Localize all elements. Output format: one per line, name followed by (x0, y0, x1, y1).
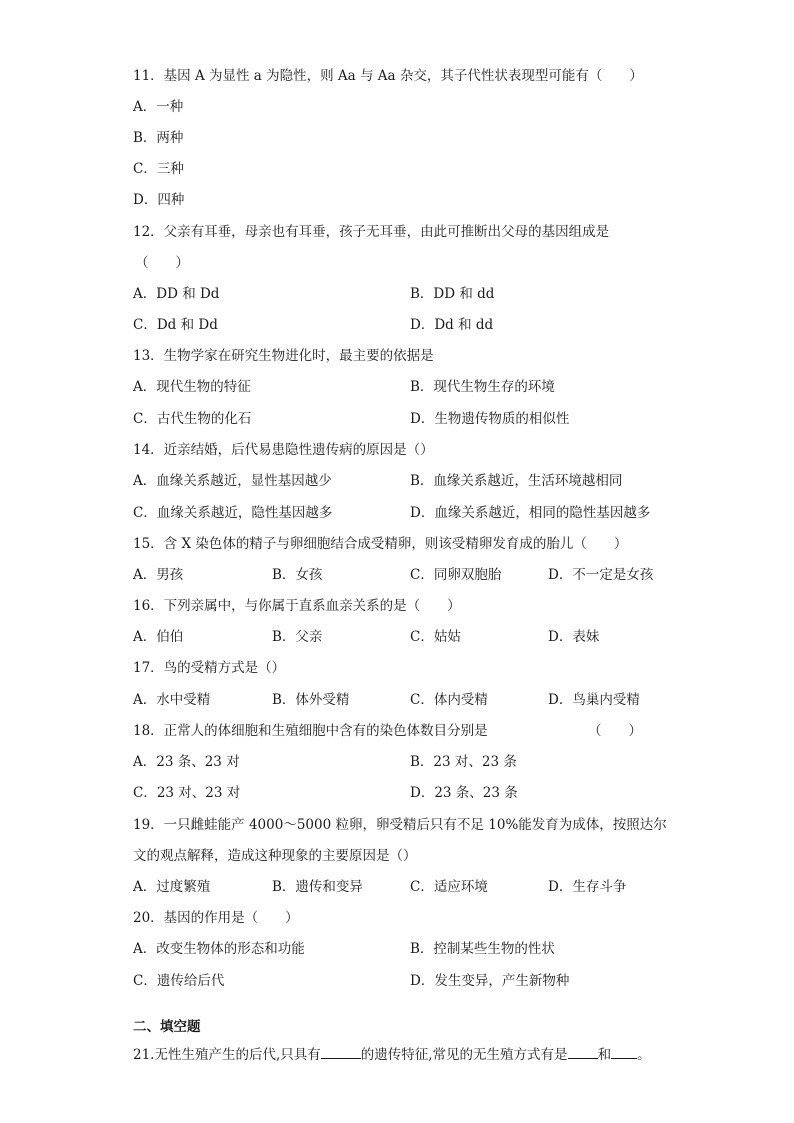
q13-option-d: D．生物遗传物质的相似性 (410, 411, 570, 427)
q11-option-d: D．四种 (133, 192, 185, 208)
q21-stem (133, 1044, 651, 1065)
q21-blank-1[interactable] (321, 1044, 361, 1059)
q11-option-a: A．一种 (133, 99, 184, 115)
q20-option-b: B．控制某些生物的性状 (410, 941, 555, 957)
q15-option-a: A．男孩 (133, 567, 184, 583)
q15-option-c: C．同卵双胞胎 (410, 567, 502, 583)
q11-option-c: C．三种 (133, 161, 184, 177)
q18-option-b: B．23 对、23 条 (410, 754, 517, 770)
q14-option-a: A．血缘关系越近，显性基因越少 (133, 473, 332, 489)
q21-part2: 的遗传特征,常见的无生殖方式有是 (360, 1047, 568, 1063)
q12-option-d: D．Dd 和 dd (410, 317, 494, 333)
q18-option-c: C．23 对、23 对 (133, 785, 241, 801)
q21-blank-2[interactable] (568, 1044, 598, 1059)
q19-option-c: C．适应环境 (410, 879, 488, 895)
q14-option-d: D．血缘关系越近，相同的隐性基因越多 (410, 505, 651, 521)
q18-option-d: D．23 条、23 条 (410, 785, 518, 801)
q20-option-d: D．发生变异，产生新物种 (410, 973, 570, 989)
q16-option-d: D．表妹 (548, 629, 600, 645)
q16-option-a: A．伯伯 (133, 629, 184, 645)
q17-option-b: B．体外受精 (272, 692, 350, 708)
q14-stem: 14．近亲结婚，后代易患隐性遗传病的原因是（） (133, 442, 434, 458)
q12-option-c: C．Dd 和 Dd (133, 317, 218, 333)
q21-blank-3[interactable] (611, 1044, 637, 1059)
q12-stem: 12．父亲有耳垂，母亲也有耳垂，孩子无耳垂，由此可推断出父母的基因组成是 (133, 224, 610, 240)
q14-option-b: B．血缘关系越近，生活环境越相同 (410, 473, 623, 489)
q11-option-b: B．两种 (133, 130, 184, 146)
q18-paren: （ ） (588, 723, 642, 739)
q19-stem-continued: 文的观点解释，造成这种现象的主要原因是（） (133, 848, 417, 864)
q17-stem: 17．鸟的受精方式是（） (133, 660, 286, 676)
q12-paren: （ ） (135, 255, 189, 271)
q13-option-b: B．现代生物生存的环境 (410, 379, 555, 395)
q15-option-b: B．女孩 (272, 567, 323, 583)
q17-option-d: D．鸟巢内受精 (548, 692, 640, 708)
q16-option-b: B．父亲 (272, 629, 323, 645)
q19-option-a: A．过度繁殖 (133, 879, 211, 895)
q18-stem: 18．正常人的体细胞和生殖细胞中含有的染色体数目分别是 (133, 723, 488, 739)
q13-stem: 13．生物学家在研究生物进化时，最主要的依据是 (133, 348, 434, 364)
q21-part3: 和 (597, 1047, 612, 1063)
q21-part1: 21.无性生殖产生的后代,只具有 (133, 1047, 321, 1063)
q15-stem: 15．含 X 染色体的精子与卵细胞结合成受精卵，则该受精卵发育成的胎儿（ ） (133, 536, 628, 552)
q14-option-c: C．血缘关系越近，隐性基因越多 (133, 505, 333, 521)
q21-part4: 。 (637, 1047, 651, 1063)
q15-option-d: D．不一定是女孩 (548, 567, 654, 583)
q19-option-d: D．生存斗争 (548, 879, 627, 895)
q13-option-c: C．古代生物的化石 (133, 411, 252, 427)
q19-stem: 19．一只雌蛙能产 4000～5000 粒卵，卵受精后只有不足 10%能发育为成体，按照达尔 (133, 817, 667, 833)
section-title-fill-in: 二、填空题 (133, 1019, 201, 1035)
q16-stem: 16．下列亲属中，与你属于直系血亲关系的是（ ） (133, 598, 461, 614)
q16-option-c: C．姑姑 (410, 629, 461, 645)
q13-option-a: A．现代生物的特征 (133, 379, 251, 395)
q18-option-a: A．23 条、23 对 (133, 754, 240, 770)
q20-option-a: A．改变生物体的形态和功能 (133, 941, 305, 957)
q12-option-b: B．DD 和 dd (410, 286, 495, 302)
q11-stem: 11．基因 A 为显性 a 为隐性，则 Aa 与 Aa 杂交，其子代性状表现型可能有（ ） (133, 68, 643, 84)
q19-option-b: B．遗传和变异 (272, 879, 363, 895)
q17-option-a: A．水中受精 (133, 692, 211, 708)
q20-option-c: C．遗传给后代 (133, 973, 225, 989)
q17-option-c: C．体内受精 (410, 692, 488, 708)
q12-option-a: A．DD 和 Dd (133, 286, 220, 302)
q20-stem: 20．基因的作用是（ ） (133, 910, 299, 926)
